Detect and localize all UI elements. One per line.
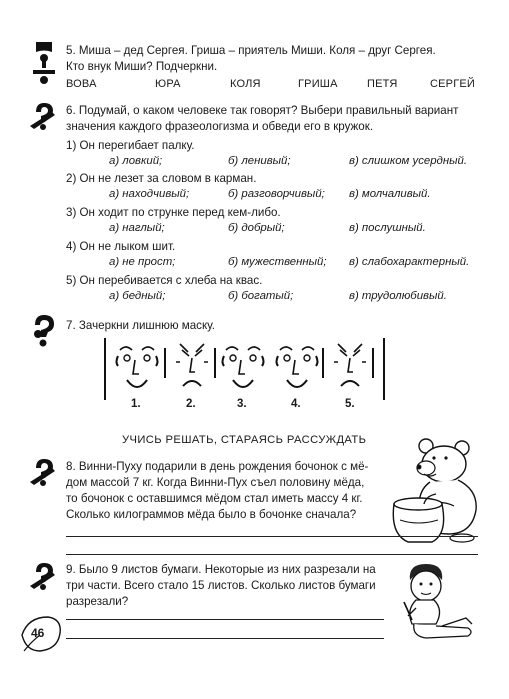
mask-happy[interactable] bbox=[114, 338, 160, 398]
answer-option[interactable]: б) мужественный; bbox=[228, 256, 327, 268]
question-pencil-icon bbox=[28, 100, 60, 132]
task9-line: 9. Было 9 листов бумаги. Некоторые из них разрезали на bbox=[66, 563, 376, 576]
answer-line[interactable] bbox=[66, 554, 478, 555]
keyhole-icon bbox=[30, 40, 58, 86]
name-option[interactable]: ВОВА bbox=[66, 78, 97, 90]
answer-option[interactable]: в) слабохарактерный. bbox=[349, 256, 470, 268]
mask-sad[interactable] bbox=[330, 338, 370, 398]
mask-happy[interactable] bbox=[274, 338, 320, 398]
answer-option[interactable]: б) ленивый; bbox=[228, 155, 291, 167]
answer-option[interactable]: а) не прост; bbox=[109, 256, 176, 268]
answer-option[interactable]: а) бедный; bbox=[109, 290, 166, 302]
task8-line: Сколько килограммов мёда было в бочонке сначала? bbox=[66, 508, 357, 521]
task6-line2: значения каждого фразеологизма и обведи его в кружок. bbox=[66, 120, 374, 133]
winnie-pooh-illustration bbox=[386, 434, 486, 546]
mask-label: 5. bbox=[345, 398, 355, 410]
mask-label: 1. bbox=[131, 398, 141, 410]
mask-label: 4. bbox=[291, 398, 301, 410]
answer-option[interactable]: в) трудолюбивый. bbox=[349, 290, 447, 302]
question-face-icon bbox=[28, 313, 60, 349]
task7-text: 7. Зачеркни лишнюю маску. bbox=[66, 319, 216, 332]
answer-option[interactable]: а) наглый; bbox=[109, 222, 165, 234]
answer-option[interactable]: б) добрый; bbox=[228, 222, 285, 234]
section-heading: УЧИСЬ РЕШАТЬ, СТАРАЯСЬ РАССУЖДАТЬ bbox=[122, 434, 367, 446]
phrase-question: 4) Он не лыком шит. bbox=[66, 240, 176, 253]
task8-line: то бочонок с оставшимся мёдом стал иметь массу 4 кг. bbox=[66, 492, 363, 505]
name-option[interactable]: ЮРА bbox=[155, 78, 181, 90]
phrase-question: 5) Он перебивается с хлеба на квас. bbox=[66, 274, 263, 287]
page-number-badge bbox=[18, 611, 64, 655]
task8-line: 8. Винни-Пуху подарили в день рождения бочонок с мё- bbox=[66, 460, 369, 473]
page-number: 46 bbox=[31, 626, 45, 640]
answer-option[interactable]: б) богатый; bbox=[228, 290, 294, 302]
mask-label: 3. bbox=[237, 398, 247, 410]
answer-option[interactable]: в) молчаливый. bbox=[349, 188, 431, 200]
question-pencil-icon bbox=[28, 456, 60, 488]
mask-label: 2. bbox=[186, 398, 196, 410]
task5-line1: 5. Миша – дед Сергея. Гриша – приятель Миши. Коля – друг Сергея. bbox=[66, 44, 436, 57]
mask-sad[interactable] bbox=[172, 338, 212, 398]
task8-line: дом массой 7 кг. Когда Винни-Пух съел половину мёда, bbox=[66, 476, 365, 489]
name-option[interactable]: КОЛЯ bbox=[230, 78, 261, 90]
answer-option[interactable]: б) разговорчивый; bbox=[228, 188, 325, 200]
task9-line: три части. Всего стало 15 листов. Сколько листов бумаги bbox=[66, 579, 376, 592]
question-pencil-icon bbox=[28, 560, 60, 592]
boy-writing-illustration bbox=[392, 562, 482, 646]
mask-happy[interactable] bbox=[220, 338, 266, 398]
phrase-question: 1) Он перегибает палку. bbox=[66, 139, 195, 152]
masks-row bbox=[100, 334, 400, 414]
phrase-question: 3) Он ходит по струнке перед кем-либо. bbox=[66, 206, 281, 219]
answer-line[interactable] bbox=[66, 638, 384, 639]
name-option[interactable]: ГРИША bbox=[298, 78, 338, 90]
task9-line: разрезали? bbox=[66, 595, 129, 608]
answer-line[interactable] bbox=[66, 619, 384, 620]
name-option[interactable]: СЕРГЕЙ bbox=[430, 78, 476, 90]
task5-line2: Кто внук Миши? Подчеркни. bbox=[66, 60, 218, 73]
answer-option[interactable]: в) послушный. bbox=[349, 222, 426, 234]
answer-option[interactable]: а) ловкий; bbox=[109, 155, 163, 167]
answer-line[interactable] bbox=[66, 536, 478, 537]
name-option[interactable]: ПЕТЯ bbox=[367, 78, 398, 90]
answer-option[interactable]: а) находчивый; bbox=[109, 188, 190, 200]
answer-option[interactable]: в) слишком усердный. bbox=[349, 155, 468, 167]
phrase-question: 2) Он не лезет за словом в карман. bbox=[66, 172, 257, 185]
task6-line1: 6. Подумай, о каком человеке так говорят? Выбери правильный вариант bbox=[66, 104, 459, 117]
